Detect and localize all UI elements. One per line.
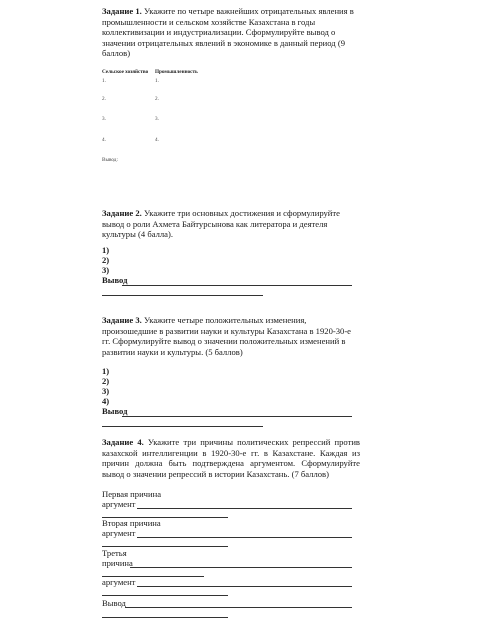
task-1-row-4-right: 4. <box>155 137 159 143</box>
task-2 <box>102 208 360 240</box>
task-3-item-2: 2) <box>102 376 110 386</box>
task-1-label: Задание 1. <box>102 6 142 16</box>
task-3-item-3: 3) <box>102 386 110 396</box>
task-4-reason-3-label: причина <box>102 558 133 568</box>
task-1-row-1-left: 1. <box>102 78 106 84</box>
task-4-conclusion-line[interactable] <box>125 607 352 608</box>
task-1-row-2-right: 2. <box>155 96 159 102</box>
task-1-row-1-right: 1. <box>155 78 159 84</box>
task-4-conclusion-label: Вывод <box>102 598 126 608</box>
task-4-conclusion-line-2[interactable] <box>102 617 228 618</box>
task-4-argument-3-label: аргумент <box>102 577 136 587</box>
task-4-first-reason-label: Первая причина <box>102 489 162 499</box>
task-1-col-agriculture: Сельское хозяйство <box>102 69 149 75</box>
task-2-conclusion-line-2[interactable] <box>102 295 263 296</box>
task-3-label: Задание 3. <box>102 315 142 325</box>
task-4-reason-3-line[interactable] <box>130 567 352 568</box>
task-4-third-label: Третья <box>102 548 127 558</box>
task-2-item-1: 1) <box>102 245 110 255</box>
task-3-conclusion: Вывод <box>102 406 128 416</box>
task-3-conclusion-line-2[interactable] <box>102 426 263 427</box>
task-1 <box>102 6 360 59</box>
task-3-item-4: 4) <box>102 396 110 406</box>
task-1-conclusion: Вывод: <box>102 157 118 163</box>
task-1-text: Укажите по четыре важнейших отрицательных явления в промышленности и сельском хозяйстве Казахстана в годы коллективизации и индустриализации. Сформулируйте вывод о значении отрицательных явлений в экономике в данный период (9 баллов) <box>102 6 354 59</box>
task-2-conclusion-line[interactable] <box>122 285 352 286</box>
task-4-argument-2-line-2[interactable] <box>102 546 228 547</box>
task-1-question <box>102 6 360 59</box>
task-1-col-industry: Промышленность <box>155 69 198 75</box>
task-1-row-3-right: 3. <box>155 116 159 122</box>
task-3-text: Укажите четыре положительных изменения, произошедшие в развитии науки и культуры Казахстана в 1920-30-е гг. Сформулируйте вывод о значении положительных изменений в развитии науки и культуры. (5 баллов) <box>102 315 351 357</box>
task-4-argument-3-line[interactable] <box>137 586 352 587</box>
task-2-item-3: 3) <box>102 265 110 275</box>
task-4-argument-3-line-2[interactable] <box>102 595 228 596</box>
task-2-label: Задание 2. <box>102 208 142 218</box>
task-4-argument-2-line[interactable] <box>137 537 352 538</box>
task-3-item-1: 1) <box>102 366 110 376</box>
task-1-row-4-left: 4. <box>102 137 106 143</box>
task-2-text: Укажите три основных достижения и сформулируйте вывод о роли Ахмета Байтурсынова как литератора и деятеля культуры (4 балла). <box>102 208 340 240</box>
task-4-argument-1-label: аргумент <box>102 499 136 509</box>
task-3-conclusion-line[interactable] <box>122 416 352 417</box>
task-1-row-2-left: 2. <box>102 96 106 102</box>
task-4-question <box>102 437 360 479</box>
task-3-question <box>102 315 360 357</box>
task-4-argument-2-label: аргумент <box>102 528 136 538</box>
task-4-second-reason-label: Вторая причина <box>102 518 161 528</box>
task-1-row-3-left: 3. <box>102 116 106 122</box>
task-2-item-2: 2) <box>102 255 110 265</box>
task-4 <box>102 437 360 479</box>
task-2-conclusion: Вывод <box>102 275 128 285</box>
task-3 <box>102 315 360 357</box>
task-4-label: Задание 4. <box>102 437 144 447</box>
task-2-question <box>102 208 360 240</box>
task-4-text: Укажите три причины политических репрессий против казахской интеллигенции в 1920-30-е гг. в Казахстане. Каждая из причин должна быть подтверждена аргументом. Сформулируйте вывод о значении репрессий в истории Казахстань. (7 баллов) <box>102 437 360 479</box>
task-4-argument-1-line[interactable] <box>137 508 352 509</box>
